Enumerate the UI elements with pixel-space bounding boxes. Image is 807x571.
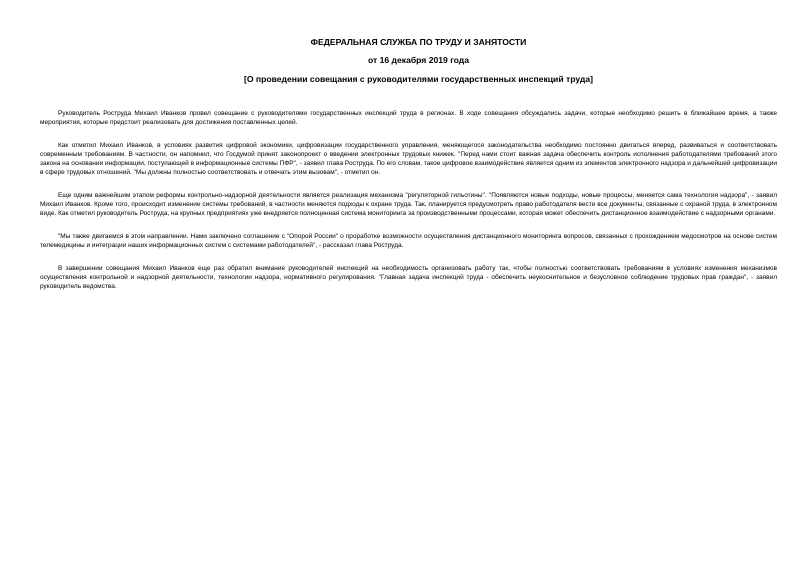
document-subject: [О проведении совещания с руководителями государственных инспекций труда] (243, 74, 593, 84)
agency-title: ФЕДЕРАЛЬНАЯ СЛУЖБА ПО ТРУДУ И ЗАНЯТОСТИ (310, 37, 527, 47)
paragraph: "Мы также двигаемся в этом направлении. Нами заключено соглашение с "Опорой России" о проработке возможности осуществления дистанционного мониторинга вопросов, связанных с прохождением медосмотров на основе систем телемедицины и интеграции наших информационных систем с системами работодателей", - рассказал глава Роструда. (40, 233, 777, 249)
paragraph: Руководитель Роструда Михаил Иванков провел совещание с руководителями государственных инспекций труда в регионах. В ходе совещания обсуждались задачи, которые необходимо решить в ближайшее время, а также мероприятия, которые предстоит реализовать для достижения поставленных целей. (40, 110, 777, 126)
paragraph: В завершении совещания Михаил Иванков еще раз обратил внимание руководителей инспекций на необходимость организовать работу так, чтобы полностью соответствовать требованиям в условиях изменения механизмов осуществления контрольной и надзорной деятельности, технологии надзора, нормативного регулирования. "Главная задача инспекций труда - обеспечить неукоснительное и безусловное соблюдение трудовых прав граждан", - заявил руководитель ведомства. (40, 265, 777, 290)
document-date: от 16 декабря 2019 года (367, 55, 470, 65)
paragraph: Как отметил Михаил Иванков, в условиях развития цифровой экономики, цифровизации государственного управления, меняющегося законодательства необходимо постоянно двигаться вперед, развиваться и соответствовать современным требованиям. В частности, он напомнил, что Госдумой принят законопроект о введении электронных трудовых книжек. "Перед нами стоит важная задача обеспечить контроль исполнения работодателями требований этого закона на основании информации, поступающей в информационные системы ПФР", - заявил глава Роструда. По его словам, такое цифровое взаимодействие является одним из элементов электронного надзора и дальнейшей цифровизации в сфере трудовых отношений. "Мы должны полностью соответствовать и отвечать этим вызовам", - отметил он. (40, 142, 777, 176)
paragraph: Еще одним важнейшим этапом реформы контрольно-надзорной деятельности является реализация механизма "регуляторной гильотины". "Появляются новые подходы, новые процессы, меняется сама технология надзора", - заявил Михаил Иванков. Кроме того, происходит изменение системы требований, в частности меняются подходы к охране труда. Так, планируется предусмотреть право работодателя вести все документы, связанные с охраной труда, в электронном виде. Как отметил руководитель Роструда, на крупных предприятиях уже внедряется полноценная система мониторинга за производственными процессами, которая может обеспечить дистанционное взаимодействие с надзорными органами. (40, 192, 777, 217)
document-body (40, 109, 777, 291)
